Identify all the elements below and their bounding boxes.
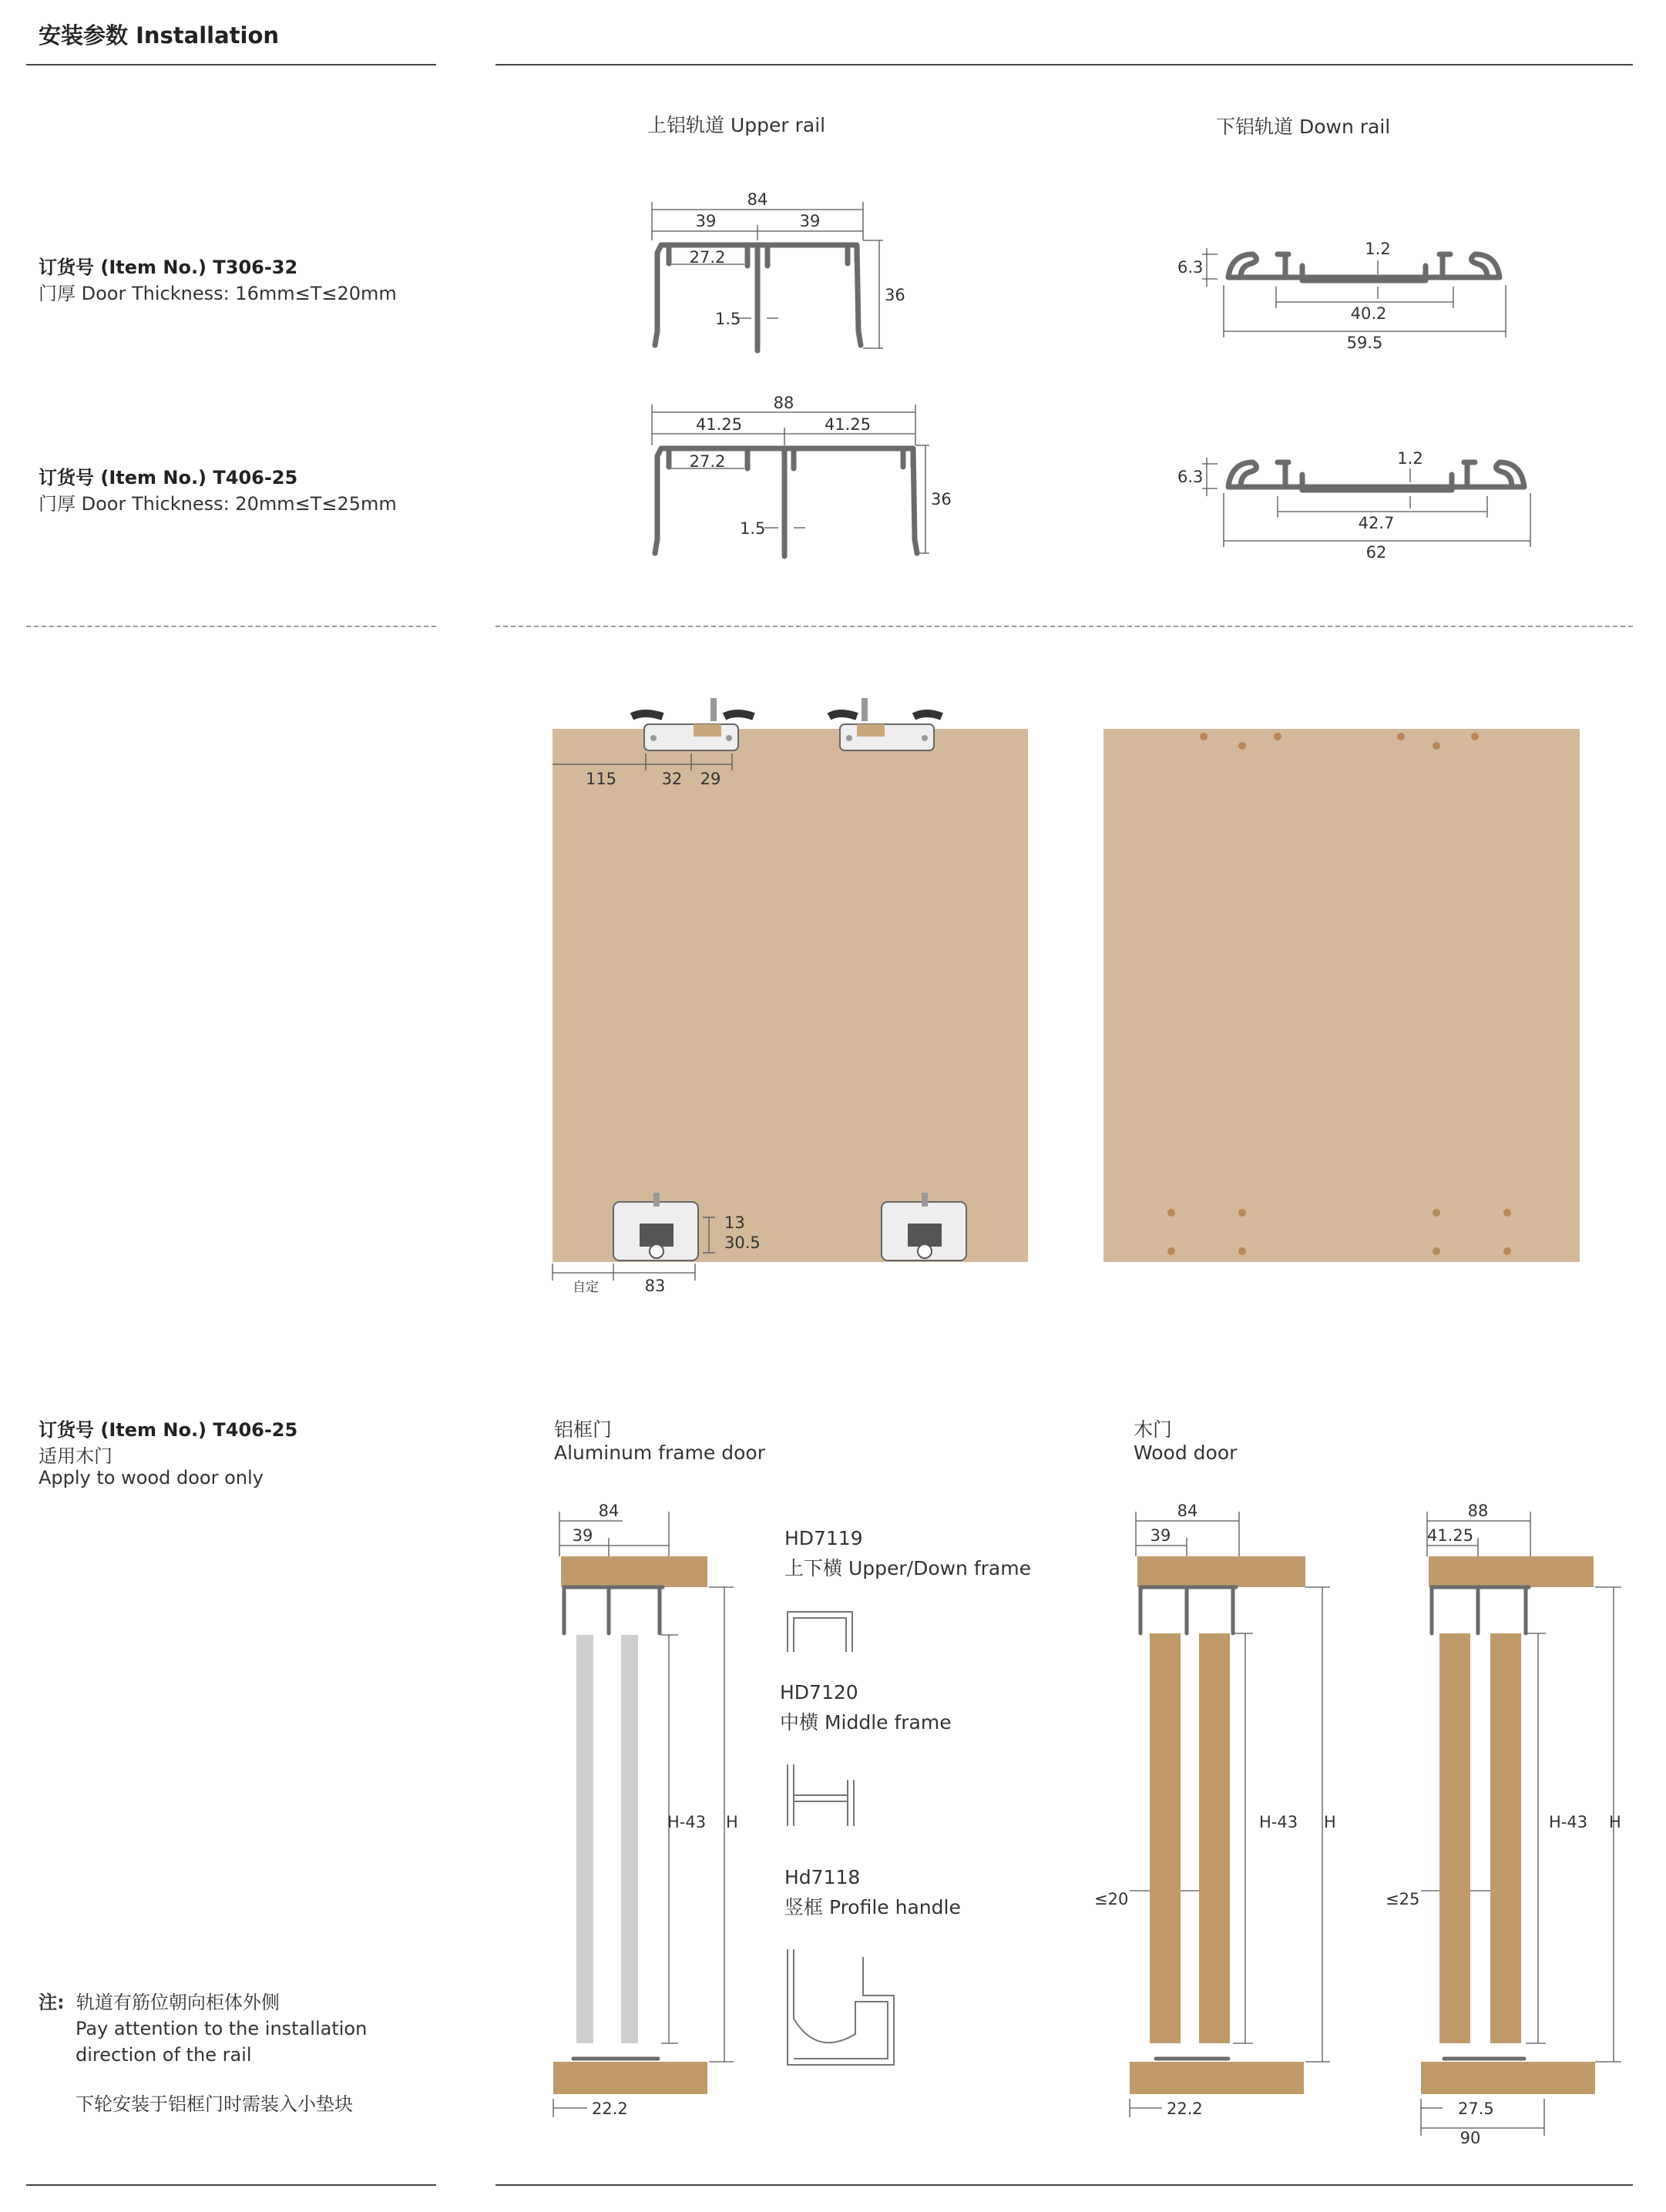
frame-1-code: HD7119: [784, 1527, 863, 1549]
d2-inner-label: 42.7: [1358, 514, 1395, 532]
u2-inner-label: 27.2: [689, 452, 726, 471]
wood1-left-label: 39: [1150, 1526, 1171, 1545]
wood2-left-label: 41.25: [1426, 1526, 1474, 1545]
note-label: 注:: [39, 1992, 65, 2013]
door-dim-115: 115: [585, 770, 617, 788]
u1-right-label: 39: [799, 212, 821, 230]
wood1-total-label: 84: [1177, 1502, 1198, 1520]
spec1-thickness: 门厚 Door Thickness: 16mm≤T≤20mm: [39, 283, 397, 304]
frame-2-name: 中横 Middle frame: [780, 1711, 952, 1734]
frame-3-code: Hd7118: [784, 1866, 861, 1888]
spec1-item: 订货号 (Item No.) T306-32: [39, 257, 298, 278]
wood-door-cn: 木门: [1134, 1418, 1173, 1441]
spec2-thickness: 门厚 Door Thickness: 20mm≤T≤25mm: [39, 493, 397, 515]
down-rail-title: 下铝轨道 Down rail: [1216, 116, 1391, 138]
wood2-h43-label: H-43: [1549, 1813, 1588, 1831]
wood1-h43-label: H-43: [1259, 1813, 1298, 1831]
wood1-le-label: ≤20: [1094, 1890, 1129, 1908]
note-line4: 下轮安装于铝框门时需装入小垫块: [76, 2093, 353, 2115]
d2-total-label: 62: [1365, 543, 1387, 562]
d1-inner-label: 40.2: [1350, 304, 1387, 323]
u1-height-label: 36: [885, 286, 905, 304]
door-dim-30-5: 30.5: [724, 1234, 761, 1252]
alu-bottom-label: 22.2: [592, 2100, 628, 2118]
wood1-bottom-label: 22.2: [1167, 2100, 1203, 2118]
alu-door-cn: 铝框门: [554, 1418, 613, 1441]
note-line1: 轨道有筋位朝向柜体外侧: [76, 1992, 280, 2013]
wood2-base-label: 90: [1459, 2129, 1481, 2147]
alu-h-label: H: [726, 1813, 738, 1831]
u2-left-label: 41.25: [695, 415, 743, 434]
u1-wall-label: 1.5: [715, 310, 741, 328]
u1-total-label: 84: [747, 190, 768, 209]
door-dim-32: 32: [661, 770, 683, 788]
d2-t-label: 1.2: [1397, 449, 1423, 468]
door-dim-29: 29: [700, 770, 721, 788]
alu-h43-label: H-43: [667, 1813, 707, 1831]
wood2-le-label: ≤25: [1386, 1890, 1420, 1908]
note-block: [39, 1989, 367, 2117]
alu-left-label: 39: [572, 1526, 593, 1545]
d1-total-label: 59.5: [1346, 334, 1383, 352]
footer-divider-right: [495, 2184, 1633, 2186]
u2-right-label: 41.25: [824, 415, 872, 434]
wood2-h-label: H: [1609, 1813, 1621, 1831]
wood-door-en: Wood door: [1134, 1442, 1238, 1464]
wood2-total-label: 88: [1467, 1502, 1489, 1520]
wood1-h-label: H: [1324, 1813, 1336, 1831]
door-dim-83: 83: [644, 1277, 666, 1295]
upper-rail-title: 上铝轨道 Upper rail: [647, 114, 826, 136]
alu-door-en: Aluminum frame door: [554, 1442, 765, 1464]
u2-total-label: 88: [773, 394, 794, 412]
u1-inner-label: 27.2: [689, 248, 726, 267]
u1-left-label: 39: [695, 212, 717, 230]
frame-2-code: HD7120: [780, 1681, 858, 1703]
frame-1-name: 上下横 Upper/Down frame: [784, 1557, 1031, 1579]
d1-t-label: 1.2: [1365, 240, 1391, 258]
spec2-item: 订货号 (Item No.) T406-25: [39, 467, 298, 488]
d1-h-label: 6.3: [1177, 258, 1204, 277]
page-title: 安装参数 Installation: [39, 22, 280, 49]
d2-h-label: 6.3: [1177, 468, 1204, 486]
spec3-item: 订货号 (Item No.) T406-25: [39, 1419, 298, 1441]
door-dim-13: 13: [724, 1213, 745, 1232]
spec3-line2: Apply to wood door only: [39, 1467, 264, 1489]
frame-3-name: 竖框 Profile handle: [784, 1896, 961, 1918]
wood2-bottom-label: 27.5: [1458, 2100, 1494, 2118]
note-line2: Pay attention to the installation: [76, 2018, 368, 2039]
u2-wall-label: 1.5: [740, 519, 766, 538]
alu-total-label: 84: [598, 1502, 620, 1520]
spec3-line1: 适用木门: [39, 1445, 113, 1467]
footer-divider-left: [26, 2184, 436, 2186]
u2-height-label: 36: [931, 490, 952, 509]
note-line3: direction of the rail: [76, 2044, 252, 2066]
door-dim-custom: 自定: [573, 1280, 599, 1295]
